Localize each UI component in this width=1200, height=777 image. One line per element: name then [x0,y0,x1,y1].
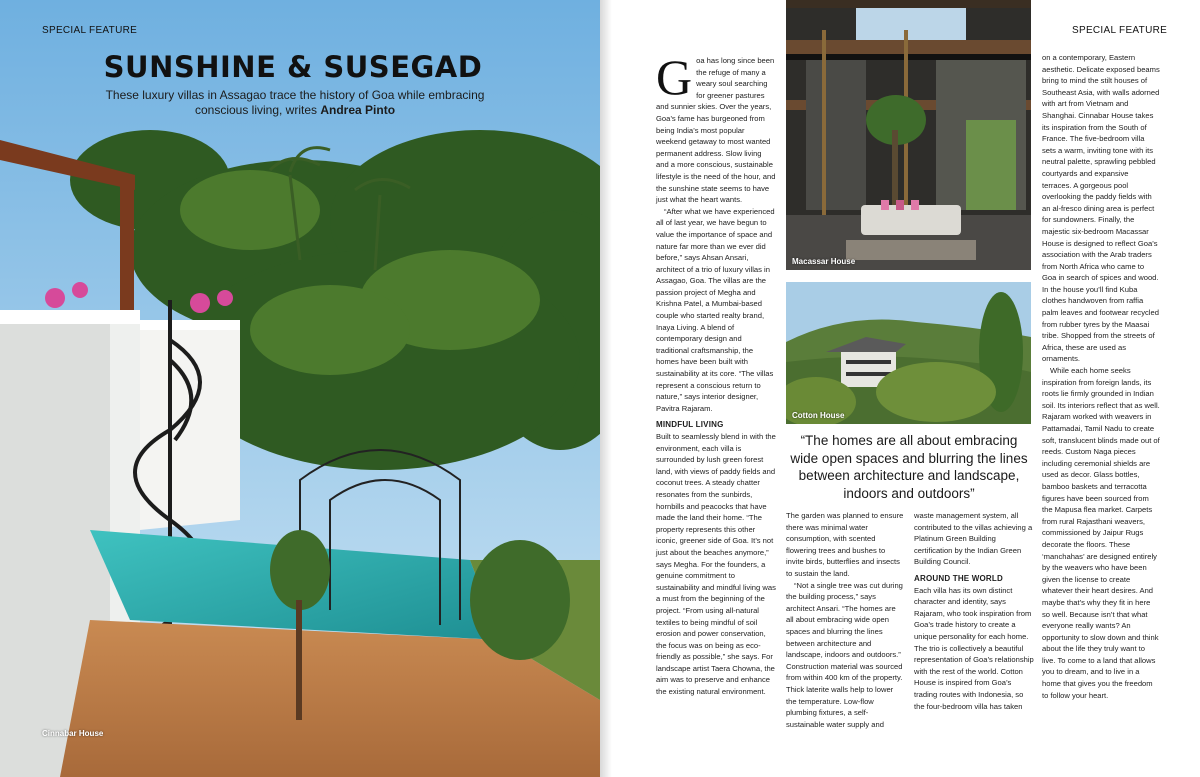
macassar-interior-illustration [786,0,1031,270]
byline: Andrea Pinto [320,103,396,117]
section-label-right: SPECIAL FEATURE [1072,25,1168,36]
standfirst [100,88,490,118]
article-column-2 [786,510,904,730]
standfirst-text: These luxury villas in Assagao trace the history of Goa while embracing conscious living, writes [105,88,485,117]
paragraph: While each home seeks inspiration from foreign lands, its roots lie firmly grounded in Indian soil. Its interiors reflect that as well. Rajaram worked with weavers in Pattamadai, Tamil Nadu to create soft, translucent blinds made out of reeds. Custom Naga pieces including ceremonial shields are used as decor. Glass bottles, bamboo baskets and terracotta figures have been sourced from the Mapusa flea market. Carpets from rural Rajasthani weavers, commissioned by Jaipur Rugs decorate the floors. These ‘manchahas’ are designed entirely by the weavers who have been given the license to create whatever their heart desires. And maybe that’s why they fit in here so well. Because isn’t that what everyone really wants? An opportunity to slow down and think about the life they truly want to live. To come to a land that allows you to dream, and to live in a home that gives you the freedom to follow your heart. [1042,366,1160,700]
paragraph: waste management system, all contributed to the villas achieving a Platinum Green Building certification by the Indian Green Building Council. [914,511,1033,567]
paragraph: Built to seamlessly blend in with the environment, each villa is surrounded by lush green forest land, with views of paddy fields and coconut trees. A steady chatter resonates from the sunbirds, hornbills and peacocks that have made the land their home. “The property represents this other iconic, greener side of Goa. It’s not just about the beaches anymore,” says Megha. For the founders, a genuine commitment to sustainability and mindful living was a must from the beginning of the project. “From using all-natural textiles to being mindful of soil erosion and power conservation, the focus was on being as eco-friendly as possible,” she says. For landscape artist Taera Chowna, the aim was to preserve and enhance the existing natural environment. [656,432,776,697]
article-column-4 [1042,52,1160,701]
caption-cinnabar-house: Cinnabar House [42,729,104,738]
paragraph: “After what we have experienced all of last year, we have begun to value the importance of space and nature far more than we ever did before,” says Ahsan Ansari, architect of a trio of luxury villas in Assagao, Goa. The villas are the passion project of Megha and Krishna Patel, a Mumbai-based couple who started realty brand, Inaya Living. A blend of contemporary design and traditional craftsmanship, the homes have been built with sustainability at its core. “The villas represent a conscious return to nature,” says interior designer, Pavitra Rajaram. [656,206,775,413]
photo-cotton-house [786,282,1031,424]
caption-macassar-house: Macassar House [792,257,856,266]
photo-macassar-house [786,0,1031,270]
section-label-left: SPECIAL FEATURE [42,25,138,36]
drop-cap: G [656,49,693,105]
article-column-1 [656,49,776,698]
lead-paragraph [656,49,776,206]
paragraph: The garden was planned to ensure there was minimal water consumption, with scented flowering trees and bushes to invite birds, butterflies and insects to sustain the land. [786,511,904,578]
paragraph: Each villa has its own distinct character and identity, says Rajaram, who took inspiration from Goa’s trade history to create a unique personality for each home. The trio is collectively a beautiful representation of Goa’s relationship with the rest of the world. Cotton House is inspired from Goa’s trading routes with Indonesia, so the four-bedroom villa has taken [914,585,1034,711]
paragraph-text: oa has long since been the refuge of many a weary soul searching for greener pastures and sunnier skies. Over the years, Goa’s fame has burgeoned from being India’s most popular weekend getaway to most wanted permanent address. Slow living and a more conscious, sustainable lifestyle is the need of the hour, and the sunshine state seems to have just what the heart wants. [656,56,776,205]
paragraph: on a contemporary, Eastern aesthetic. Delicate exposed beams bring to mind the stilt houses of Southeast Asia, with walls adorned with art from Vietnam and Shanghai. Cinnabar House takes its inspiration from the South of France. The five-bedroom villa sets a warm, inviting tone with its neutral palette, sprawling pebbled courtyards and expansive terraces. A gorgeous pool overlooking the paddy fields with an al-fresco dining area is perfect for sundowners. Finally, the majestic six-bedroom Macassar House is designed to reflect Goa’s association with the Arab traders from North Africa who came to Goa in search of spices and wood. In the house you’ll find Kuba clothes handwoven from raffia palm leaves and footwear recycled from rubber tyres by the Maasai tribe. Shopped from the streets of Africa, these are used as ornaments. [1042,53,1160,364]
article-column-3 [914,510,1034,712]
subhead-mindful-living: MINDFUL LIVING [656,420,724,430]
page-gutter [600,0,612,777]
subhead-around-the-world: AROUND THE WORLD [914,573,1003,583]
headline: SUNSHINE & SUSEGAD [103,50,483,84]
pull-quote: “The homes are all about embracing wide open spaces and blurring the lines between architecture and landscape, indoors and outdoors” [790,433,1028,501]
paragraph: “Not a single tree was cut during the building process,” says architect Ansari. “The homes are all about embracing wide open spaces and blurring the lines between architecture and landscape, indoors and outdoors.” Construction material was sourced from within 400 km of the property. Thick laterite walls help to lower the temperature. Low-flow plumbing fixtures, a self-sustainable water supply and [786,580,903,729]
cotton-house-illustration [786,282,1031,424]
caption-cotton-house: Cotton House [792,411,845,420]
